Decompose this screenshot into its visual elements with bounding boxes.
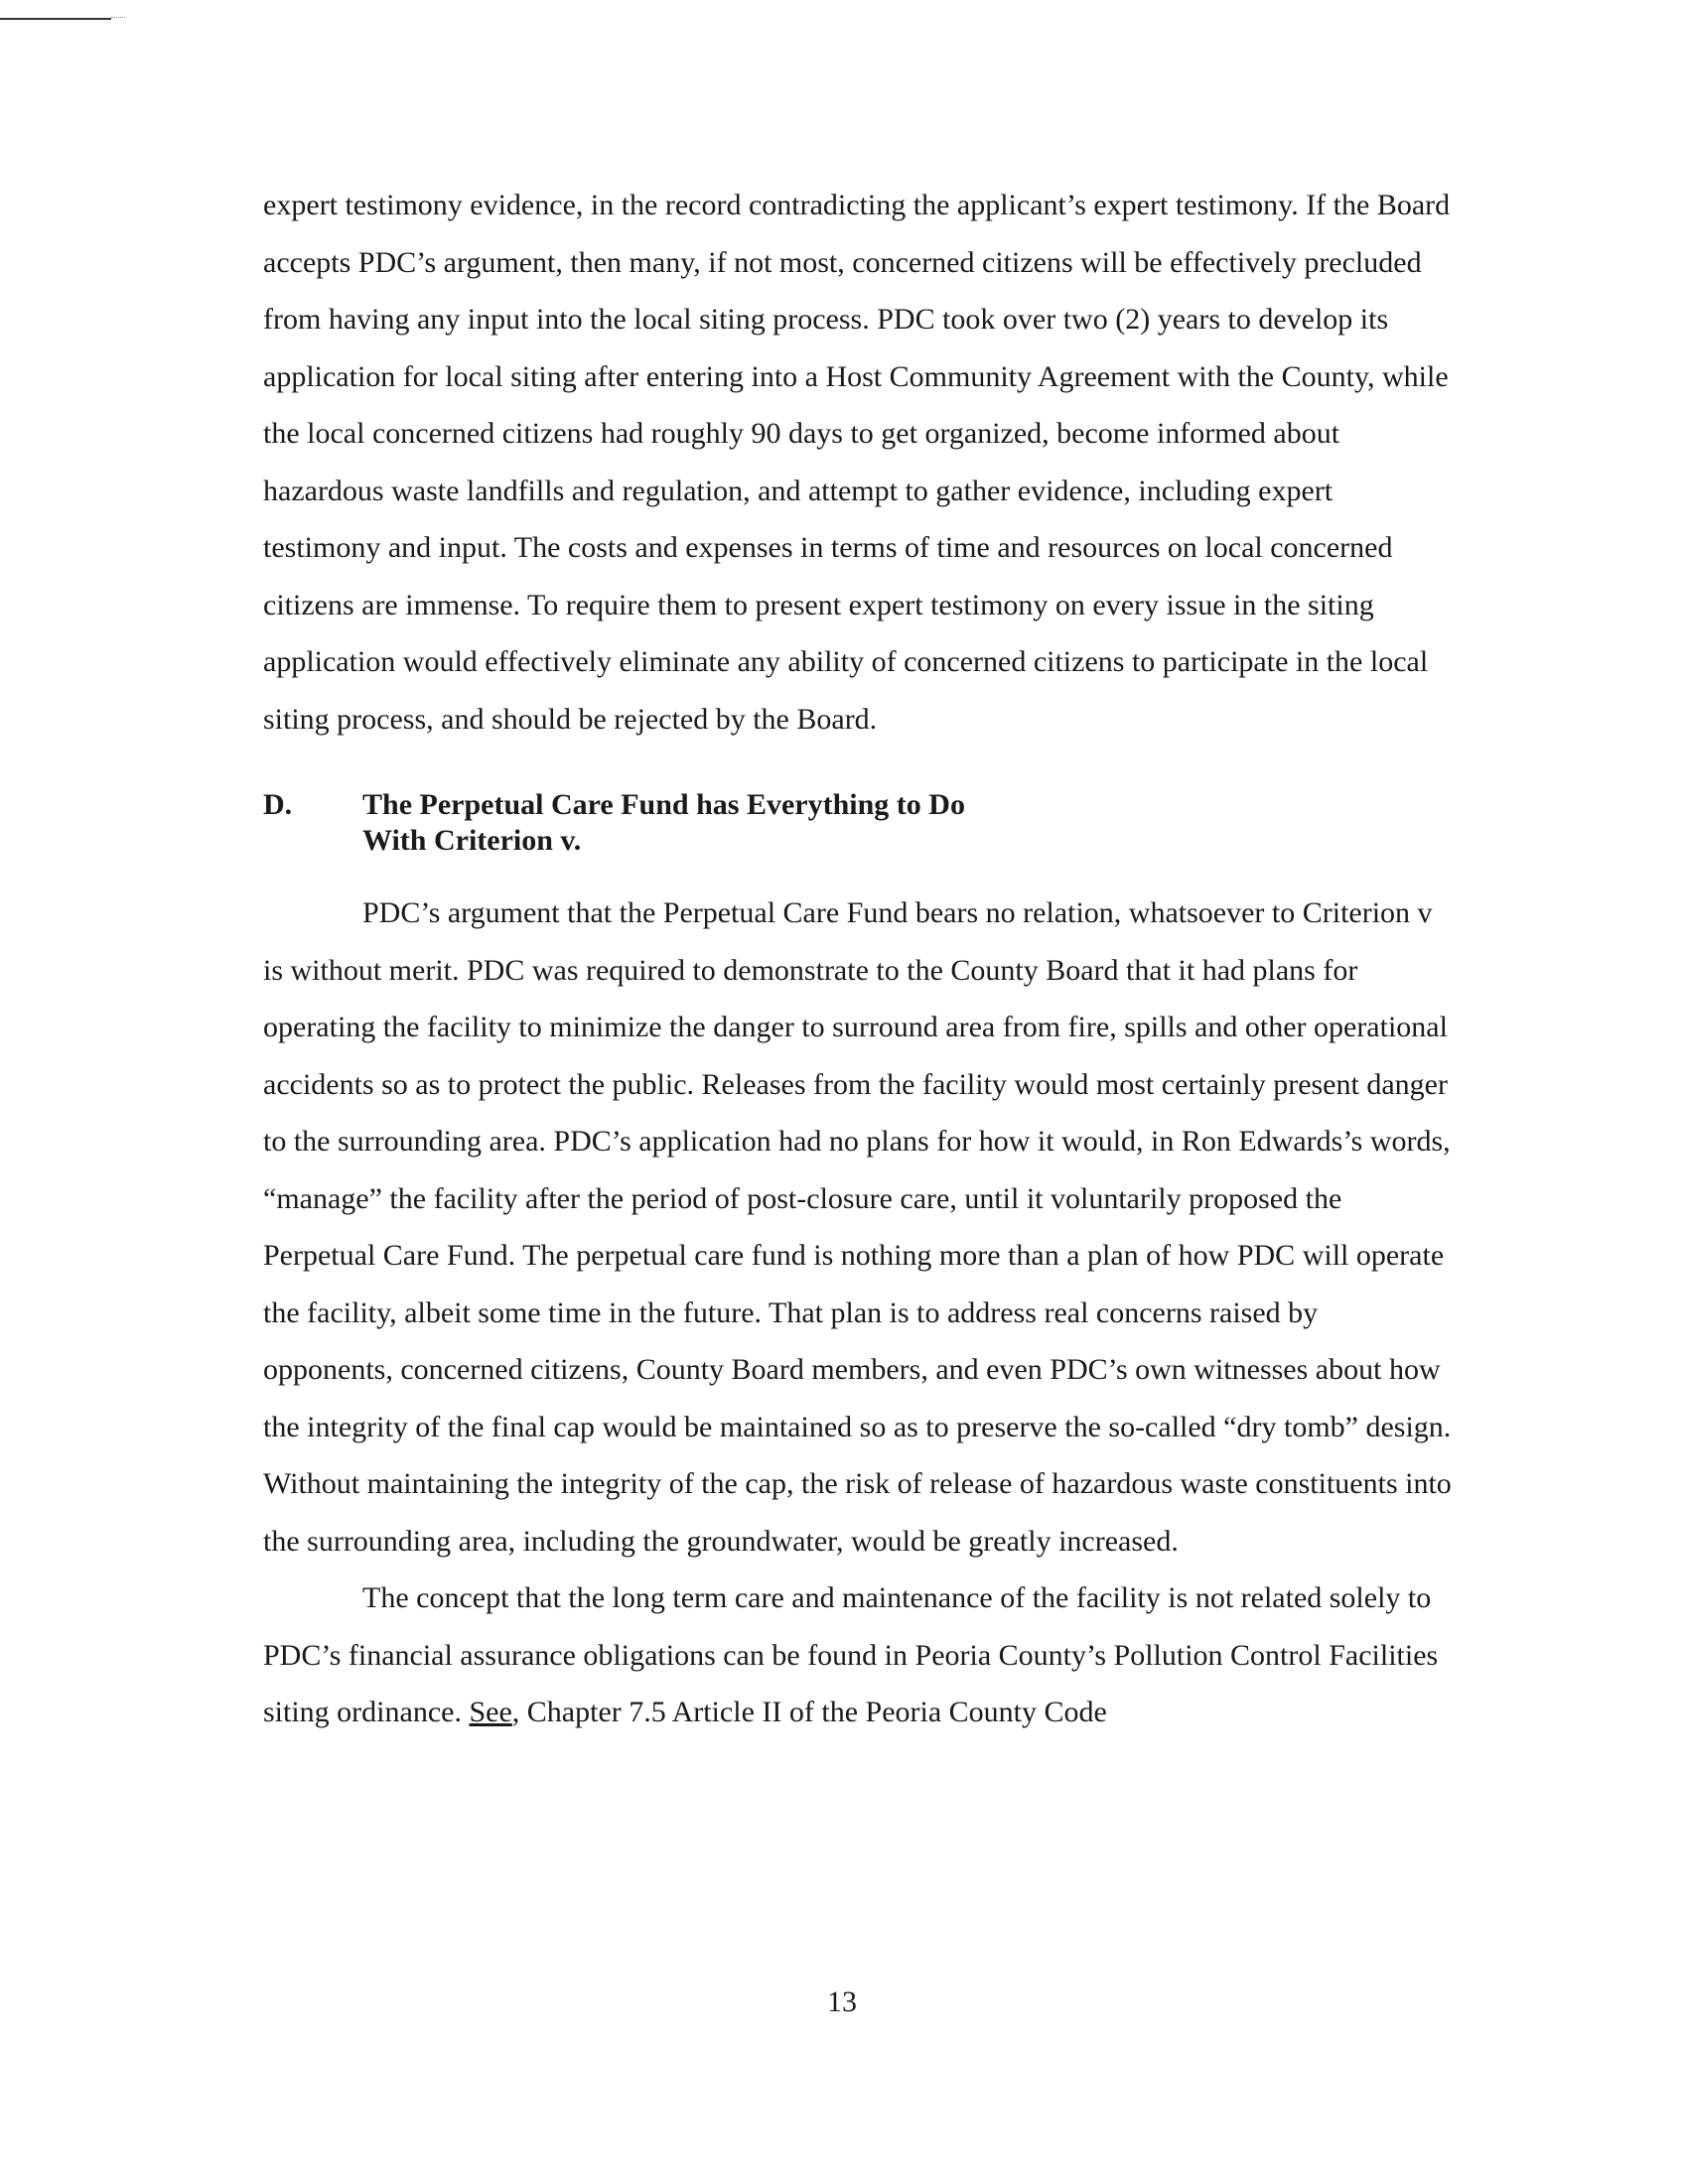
scan-edge-mark-tail	[111, 17, 125, 18]
citation-signal-see: See	[469, 1696, 512, 1728]
document-body	[263, 177, 1455, 1741]
paragraph-ordinance-text: The concept that the long term care and maintenance of the facility is not related solely to PDC’s financial assurance obligations can be found in Peoria County’s Pollution Control Facilities siting ordinance.	[263, 1581, 1439, 1728]
paragraph-ordinance-citation: , Chapter 7.5 Article II of the Peoria County Code	[511, 1696, 1107, 1728]
paragraph-continuation: expert testimony evidence, in the record contradicting the applicant’s expert testimony. If the Board accepts PDC’s argument, then many, if not most, concerned citizens will be effectively precluded from having any input into the local siting process. PDC took over two (2) years to develop its application for local siting after entering into a Host Community Agreement with the County, while the local concerned citizens had roughly 90 days to get organized, become informed about hazardous waste landfills and regulation, and attempt to gather evidence, including expert testimony and input. The costs and expenses in terms of time and resources on local concerned citizens are immense. To require them to present expert testimony on every issue in the siting application would effectively eliminate any ability of concerned citizens to participate in the local siting process, and should be rejected by the Board.	[263, 189, 1451, 736]
scan-edge-mark	[0, 18, 111, 20]
section-heading-letter: D.	[263, 788, 293, 821]
page-number: 13	[827, 1985, 857, 2018]
section-heading-line-2: With Criterion v.	[362, 824, 582, 857]
section-heading-line-1: The Perpetual Care Fund has Everything to Do	[362, 788, 965, 821]
section-heading	[263, 787, 1455, 859]
paragraph-perpetual-care: PDC’s argument that the Perpetual Care Fund bears no relation, whatsoever to Criterion v is without merit. PDC was required to demonstrate to the County Board that it had plans for operating the facility to minimize the danger to surround area from fire, spills and other operational accidents so as to protect the public. Releases from the facility would most certainly present danger to the surrounding area. PDC’s application had no plans for how it would, in Ron Edwards’s words, “manage” the facility after the period of post-closure care, until it voluntarily proposed the Perpetual Care Fund. The perpetual care fund is nothing more than a plan of how PDC will operate the facility, albeit some time in the future. That plan is to address real concerns raised by opponents, concerned citizens, County Board members, and even PDC’s own witnesses about how the integrity of the final cap would be maintained so as to preserve the so-called “dry tomb” design. Without maintaining the integrity of the cap, the risk of release of hazardous waste constituents into the surrounding area, including the groundwater, would be greatly increased.	[263, 896, 1452, 1558]
paragraph-ordinance	[263, 1570, 1455, 1741]
section-heading-text	[362, 787, 965, 859]
